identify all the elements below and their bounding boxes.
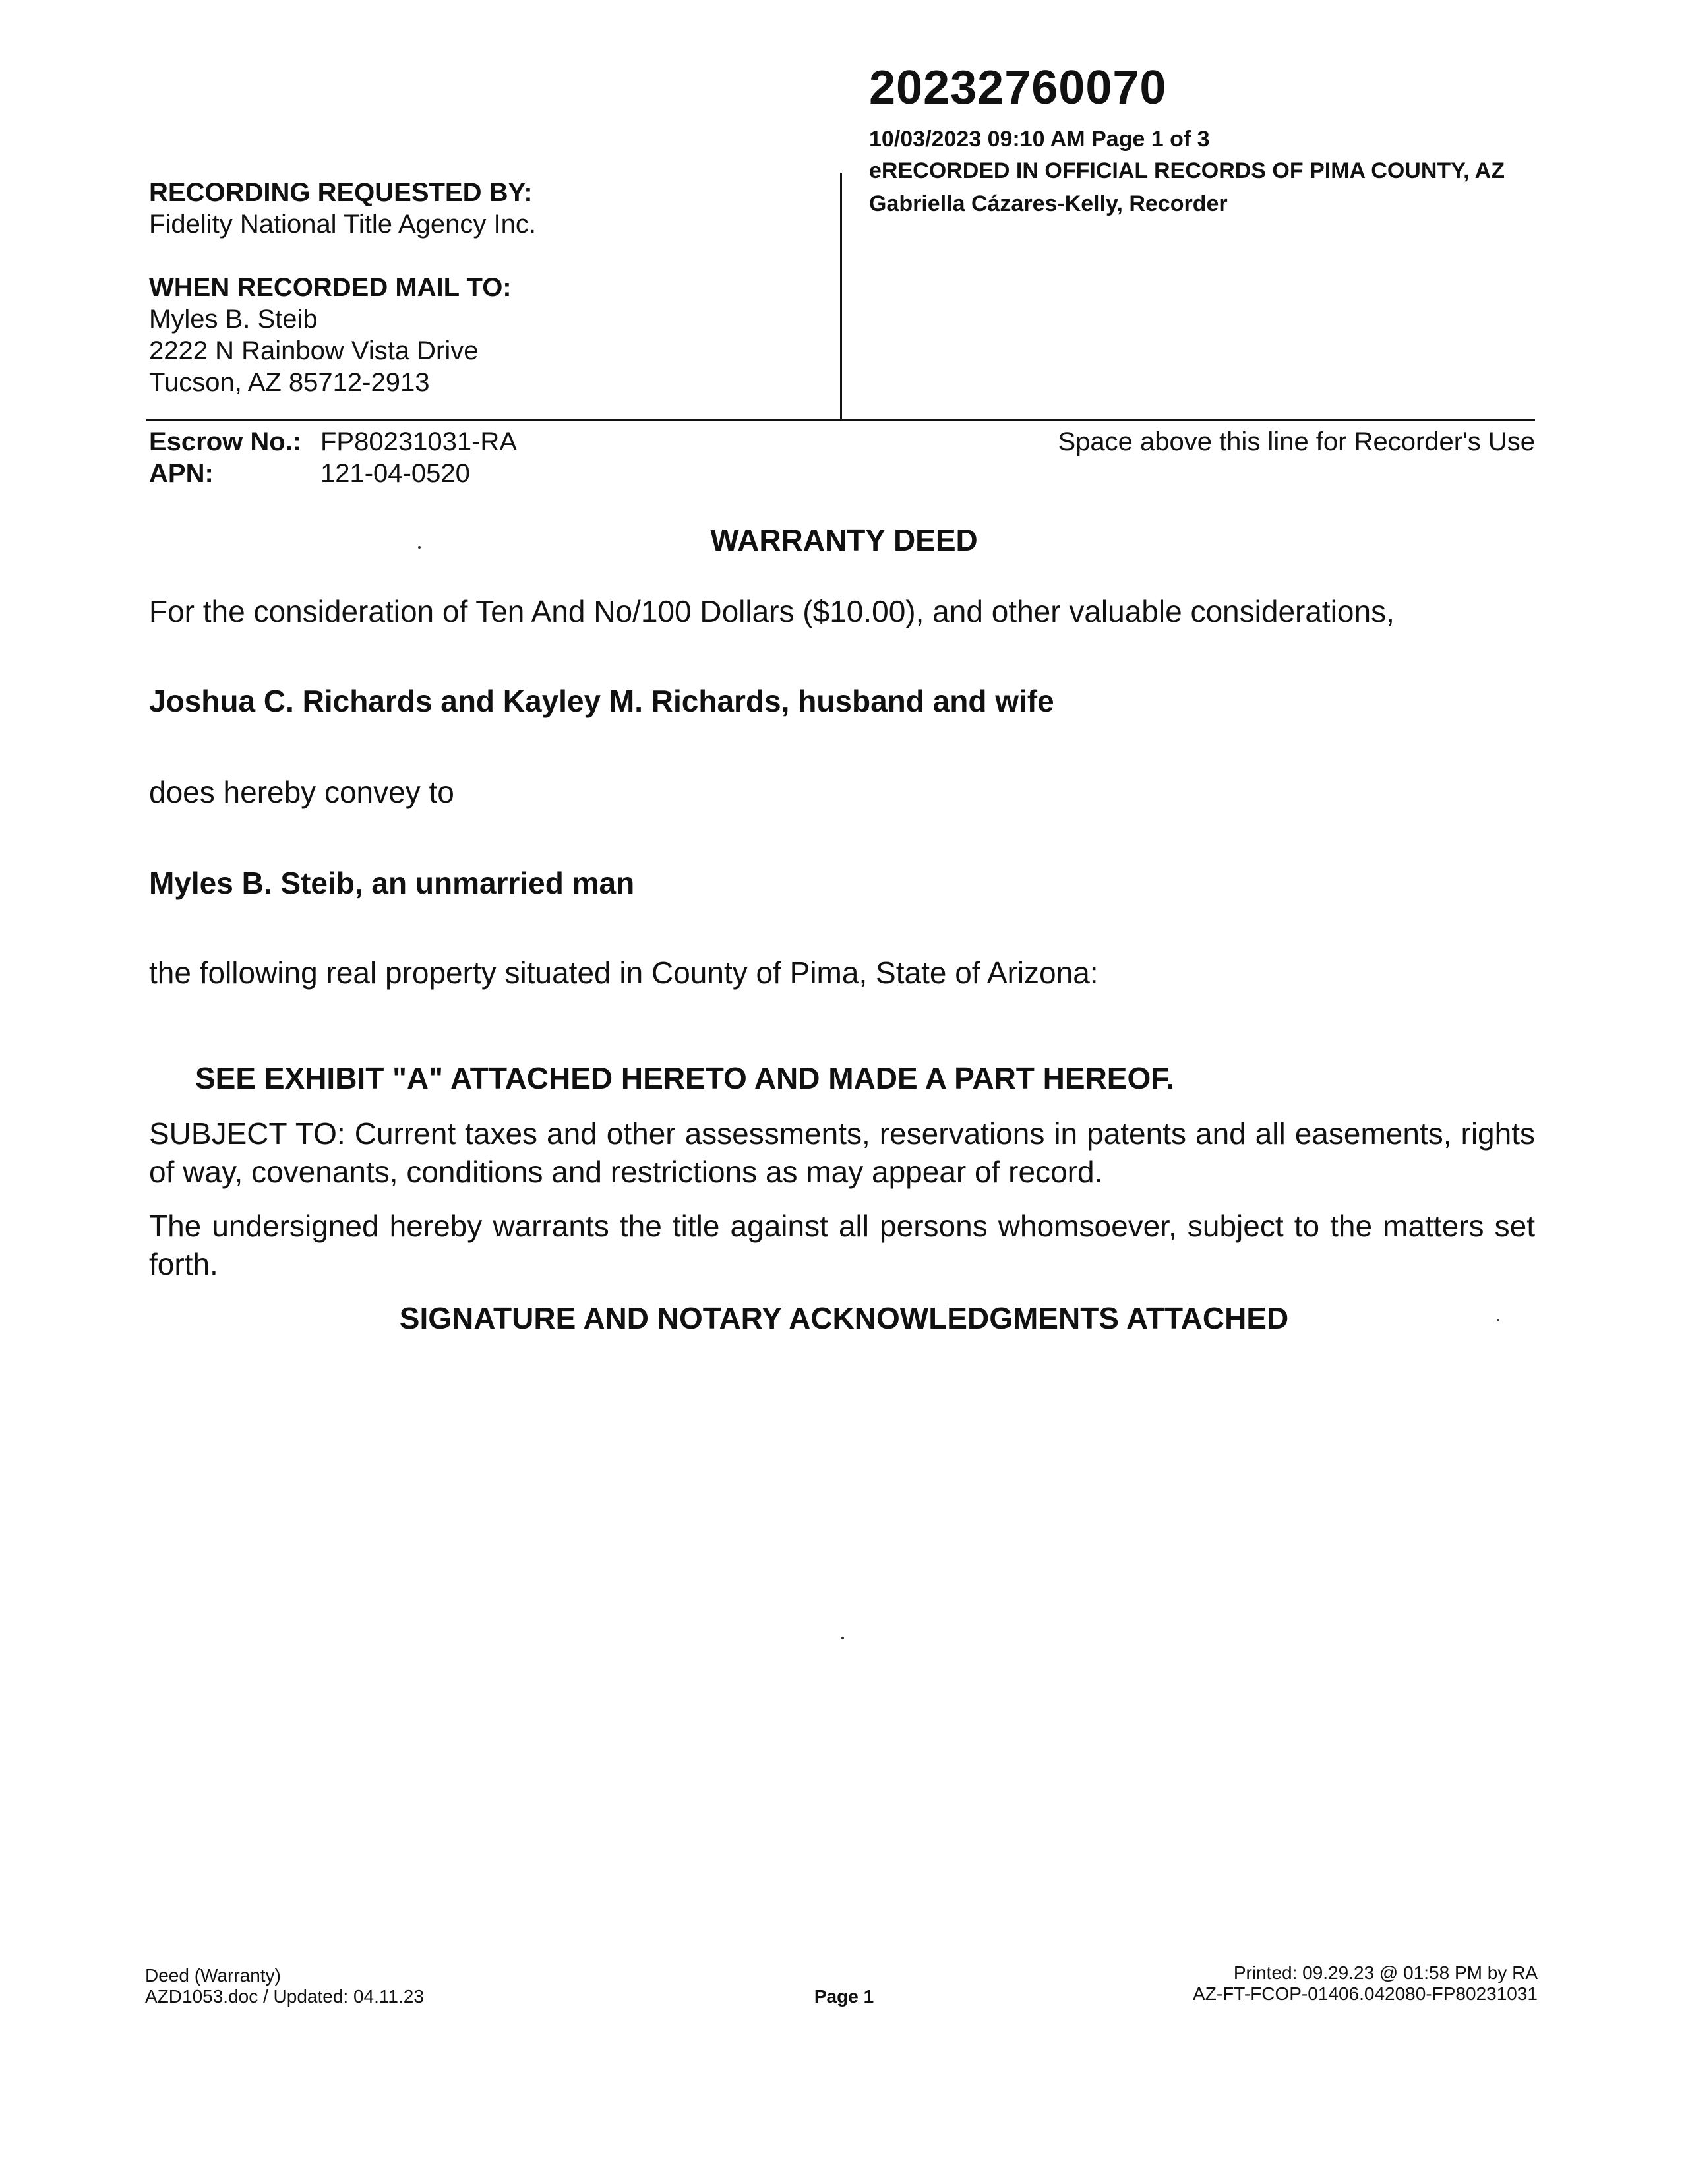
document-title: WARRANTY DEED — [710, 523, 978, 557]
erecorded-notice: eRECORDED IN OFFICIAL RECORDS OF PIMA COUNTY, AZ — [869, 158, 1505, 183]
requested-by-value: Fidelity National Title Agency Inc. — [149, 210, 536, 239]
recorder-name: Gabriella Cázares-Kelly, Recorder — [869, 191, 1228, 216]
vertical-divider — [840, 173, 842, 421]
footer-printed: Printed: 09.29.23 @ 01:58 PM by RA — [1233, 1962, 1538, 1983]
scan-speck — [418, 546, 421, 549]
exhibit-reference: SEE EXHIBIT "A" ATTACHED HERETO AND MADE A PART HEREOF. — [195, 1061, 1175, 1095]
mail-to-name: Myles B. Steib — [149, 305, 318, 334]
footer-doc-file: AZD1053.doc / Updated: 04.11.23 — [145, 1986, 424, 2007]
footer-right — [1193, 1962, 1538, 2005]
apn-label: APN: — [149, 459, 214, 488]
escrow-value: FP80231031-RA — [320, 427, 517, 456]
scan-speck — [1497, 1319, 1499, 1321]
footer-file-code: AZ-FT-FCOP-01406.042080-FP80231031 — [1193, 1984, 1538, 2004]
escrow-label: Escrow No.: — [149, 427, 302, 456]
recorder-use-line — [146, 419, 1535, 421]
recording-number: 20232760070 — [869, 61, 1167, 114]
convey-text: does hereby convey to — [149, 775, 454, 809]
grantee-name: Myles B. Steib, an unmarried man — [149, 866, 635, 900]
consideration-text: For the consideration of Ten And No/100 Dollars ($10.00), and other valuable considerations, — [149, 594, 1395, 628]
recording-datetime-page: 10/03/2023 09:10 AM Page 1 of 3 — [869, 127, 1210, 152]
footer-page-number: Page 1 — [814, 1986, 874, 2007]
escrow-row — [149, 426, 517, 458]
warranty-paragraph: The undersigned hereby warrants the title against all persons whomsoever, subject to the matters set forth. — [149, 1209, 1535, 1281]
footer-doc-type: Deed (Warranty) — [145, 1965, 281, 1986]
grantor-names: Joshua C. Richards and Kayley M. Richards, husband and wife — [149, 684, 1054, 718]
requested-by-label: RECORDING REQUESTED BY: — [149, 178, 533, 207]
mail-to-street: 2222 N Rainbow Vista Drive — [149, 336, 479, 365]
subject-to-paragraph: SUBJECT TO: Current taxes and other assessments, reservations in patents and all easements, rights of way, covenants, conditions and restrictions as may appear of record. — [149, 1116, 1535, 1189]
mail-to-label: WHEN RECORDED MAIL TO: — [149, 273, 512, 302]
scan-speck — [841, 1637, 844, 1639]
apn-row — [149, 458, 470, 489]
mail-to-city: Tucson, AZ 85712-2913 — [149, 368, 430, 397]
signature-notice: SIGNATURE AND NOTARY ACKNOWLEDGMENTS ATTACHED — [399, 1301, 1289, 1335]
property-location-text: the following real property situated in County of Pima, State of Arizona: — [149, 956, 1099, 990]
recorder-use-notice: Space above this line for Recorder's Use — [1058, 427, 1535, 456]
apn-value: 121-04-0520 — [320, 459, 470, 488]
